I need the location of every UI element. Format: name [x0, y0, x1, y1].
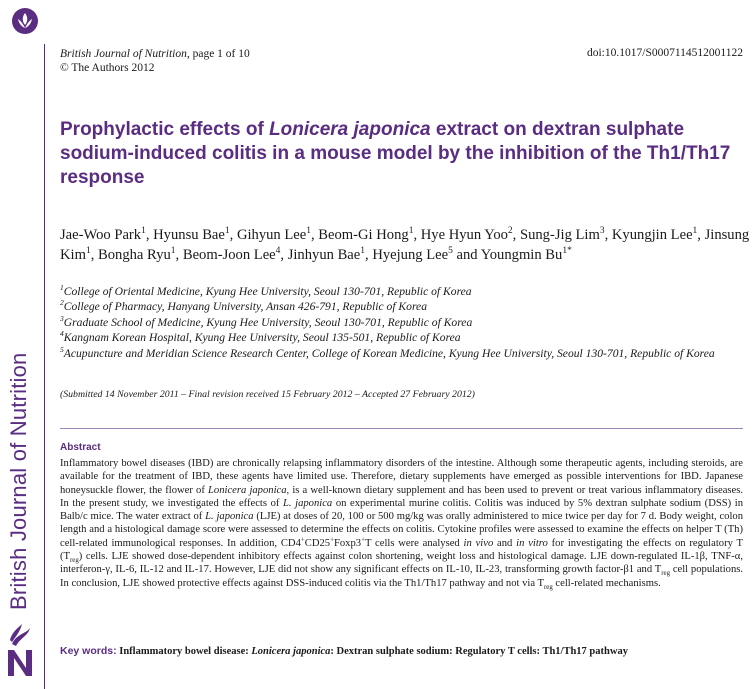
divider [60, 428, 743, 429]
author-name: Jinhyun Bae [287, 247, 361, 263]
abstract-italic: L. japonica [205, 511, 254, 523]
abstract-italic: Lonicera japonica [208, 484, 287, 496]
affiliation-number: 5 [60, 344, 64, 354]
article-title [60, 118, 740, 190]
keyword: Inflammatory bowel disease: [119, 646, 252, 657]
author-affiliation-marker: 1 [141, 226, 146, 237]
affiliation [60, 315, 750, 330]
abstract-seg: cell-related mechanisms. [552, 577, 661, 589]
author-name: Hyunsu Bae [153, 227, 225, 243]
author-affiliation-marker: 1 [170, 246, 176, 257]
affiliation-number: 4 [60, 329, 64, 339]
abstract-seg: T cells were analysed [364, 537, 464, 549]
abstract-sub: reg [543, 583, 553, 591]
abstract-sub: reg [661, 570, 671, 578]
abstract-italic: in vitro [516, 537, 548, 549]
author-name: Hye Hyun Yoo [420, 227, 508, 243]
keyword-italic: Lonicera japonica [251, 646, 331, 657]
author-affiliation-marker: 1* [562, 246, 572, 257]
society-logo-icon [12, 8, 38, 34]
abstract-sub: reg [70, 557, 79, 565]
abstract-seg: for investigating the effects on regulatory T (T [60, 537, 743, 563]
copyright: © The Authors 2012 [60, 62, 155, 74]
author-name: Beom-Joon Lee [182, 247, 276, 263]
keywords-label: Key words: [60, 645, 117, 657]
abstract-seg: ) cells. LJE showed dose-dependent inhibitory effects against colon shortening, weight loss and histological damage. LJE down-regulated IL-1β, TNF-α, interferon-γ, IL-6, IL-12 and IL-17. However, LJE did not show any significant effects on IL-10, IL-23, transforming growth factor-β1 and T [60, 551, 743, 576]
author-affiliation-marker: 5 [448, 246, 453, 257]
sidebar-journal-name: British Journal of Nutrition [6, 352, 31, 610]
running-header [60, 47, 250, 75]
abstract-seg: CD25 [304, 537, 331, 549]
author-name: Bongha Ryu [98, 247, 171, 263]
keywords [60, 645, 750, 657]
affiliation [60, 330, 750, 345]
author-affiliation-marker: 1 [224, 226, 230, 237]
abstract-seg: (LJE) at doses of 20, 100 or 500 mg/kg was orally administered to mice twice per day for 7 d. Body weight, colon length and a histological damage score were assessed to determine the effects on colitis. Cytokine profiles were assessed to examine the effects on helper T (Th) cell-related immunological responses. In addition, CD4 [60, 511, 744, 549]
author-affiliation-marker: 1 [85, 246, 91, 257]
abstract-sup: + [361, 536, 365, 544]
author-affiliation-marker: 4 [275, 246, 281, 257]
affiliations [60, 284, 750, 361]
page-info: , page 1 of 10 [186, 48, 250, 60]
affiliation [60, 346, 750, 361]
abstract-heading: Abstract [60, 442, 101, 453]
title-part1: Prophylactic effects of [60, 119, 270, 140]
abstract-seg: Inflammatory bowel diseases (IBD) are chronically relapsing inflammatory disorders of the intestine. Although some therapeutic agents, including steroids, are available for the treatment of IBD, these agents have limited use. Therefore, dietary supplements have emerged as possible interventions for IBD. Japanese honeysuckle flower, the flower of [60, 458, 743, 496]
affiliation-text: Kangnam Korean Hospital, Kyung Hee University, Seoul 135-501, Republic of Korea [63, 331, 461, 345]
title-part2: extract on dextran sulphate sodium-induced colitis in a mouse model by the inhibition of the Th1/Th17 response [60, 119, 731, 188]
abstract-text [60, 457, 743, 590]
affiliation-number: 3 [60, 313, 64, 323]
abstract-italic: in vivo [463, 537, 494, 549]
abstract-seg: on experimental murine colitis. Colitis was induced by 5% dextran sulphate sodium (DSS) in Balb/c mice. The water extract of [60, 497, 743, 523]
abstract-italic: L. japonica [283, 497, 333, 509]
author-name: Sung-Jig Lim [519, 227, 600, 243]
abstract-seg: and [493, 537, 517, 549]
author-name: Beom-Gi Hong [318, 227, 409, 243]
author-list: Jae-Woo Park$^1$, Hyunsu Bae$^1$, Gihyun Lee$^1$, Beom-Gi Hong$^1$, Hye Hyun Yoo$^2$, Sung-Jig Lim$^3$, Kyungjin Lee$^1$, Jinsung Kim$^1$, Bongha Ryu$^1$, Beom-Joon Lee$^4$, Jinhyun Bae$^1$, Hyejung Lee$^5$ and Youngmin $Bu^{1*}$ [60, 226, 750, 263]
sidebar-rule [44, 44, 45, 689]
author-name: Jae-Woo Park [60, 227, 142, 243]
abstract-sup: + [330, 536, 334, 544]
author-affiliation-marker: 1 [408, 226, 414, 237]
abstract-seg: , is a well-known dietary supplement and has been used to prevent or treat various inflammatory diseases. In the present study, we investigated the effects of [60, 484, 743, 509]
submission-dates: (Submitted 14 November 2011 – Final revision received 15 February 2012 – Accepted 27 February 2012) [60, 389, 475, 400]
doi[interactable]: doi:10.1017/S0007114512001122 [586, 47, 743, 59]
affiliation-text: College of Oriental Medicine, Kyung Hee University, Seoul 130-701, Republic of Korea [63, 285, 472, 298]
journal-name: British Journal of Nutrition [60, 48, 187, 60]
author-affiliation-marker: 2 [507, 226, 513, 237]
affiliation-text: College of Pharmacy, Hanyang University, Ansan 426-791, Republic of Korea [63, 300, 427, 314]
abstract-sup: + [300, 536, 305, 544]
author-name: Jinsung Kim [60, 227, 750, 263]
abstract-seg: Foxp3 [333, 537, 362, 549]
author-name: Gihyun Lee [236, 227, 307, 243]
author-affiliation-marker: 1 [360, 246, 366, 257]
author-name: Kyungjin Lee [611, 227, 693, 243]
author-affiliation-marker: 1 [692, 226, 698, 237]
affiliation-text: Acupuncture and Meridian Science Research Center, College of Korean Medicine, Kyung Hee University, Seoul 130-701, Republic of Korea [63, 346, 715, 360]
author-affiliation-marker: 3 [599, 226, 605, 237]
affiliation [60, 284, 750, 299]
title-species: Lonicera japonica [269, 119, 431, 140]
affiliation-number: 1 [60, 283, 64, 293]
author-conjunction: and [456, 247, 478, 263]
ns-logo-icon [4, 620, 38, 680]
keyword: : Dextran sulphate sodium: Regulatory T cells: Th1/Th17 pathway [330, 646, 628, 657]
author-affiliation-marker: 1 [306, 226, 311, 237]
author-name: Hyejung Lee [372, 247, 449, 263]
affiliation [60, 299, 750, 314]
abstract-seg: cell populations. In conclusion, LJE showed protective effects against DSS-induced colitis via the Th1/Th17 pathway and not via T [60, 564, 744, 589]
affiliation-number: 2 [60, 298, 64, 308]
affiliation-text: Graduate School of Medicine, Kyung Hee University, Seoul 130-701, Republic of Korea [63, 315, 473, 329]
author-name: Youngmin Bu [480, 247, 563, 263]
